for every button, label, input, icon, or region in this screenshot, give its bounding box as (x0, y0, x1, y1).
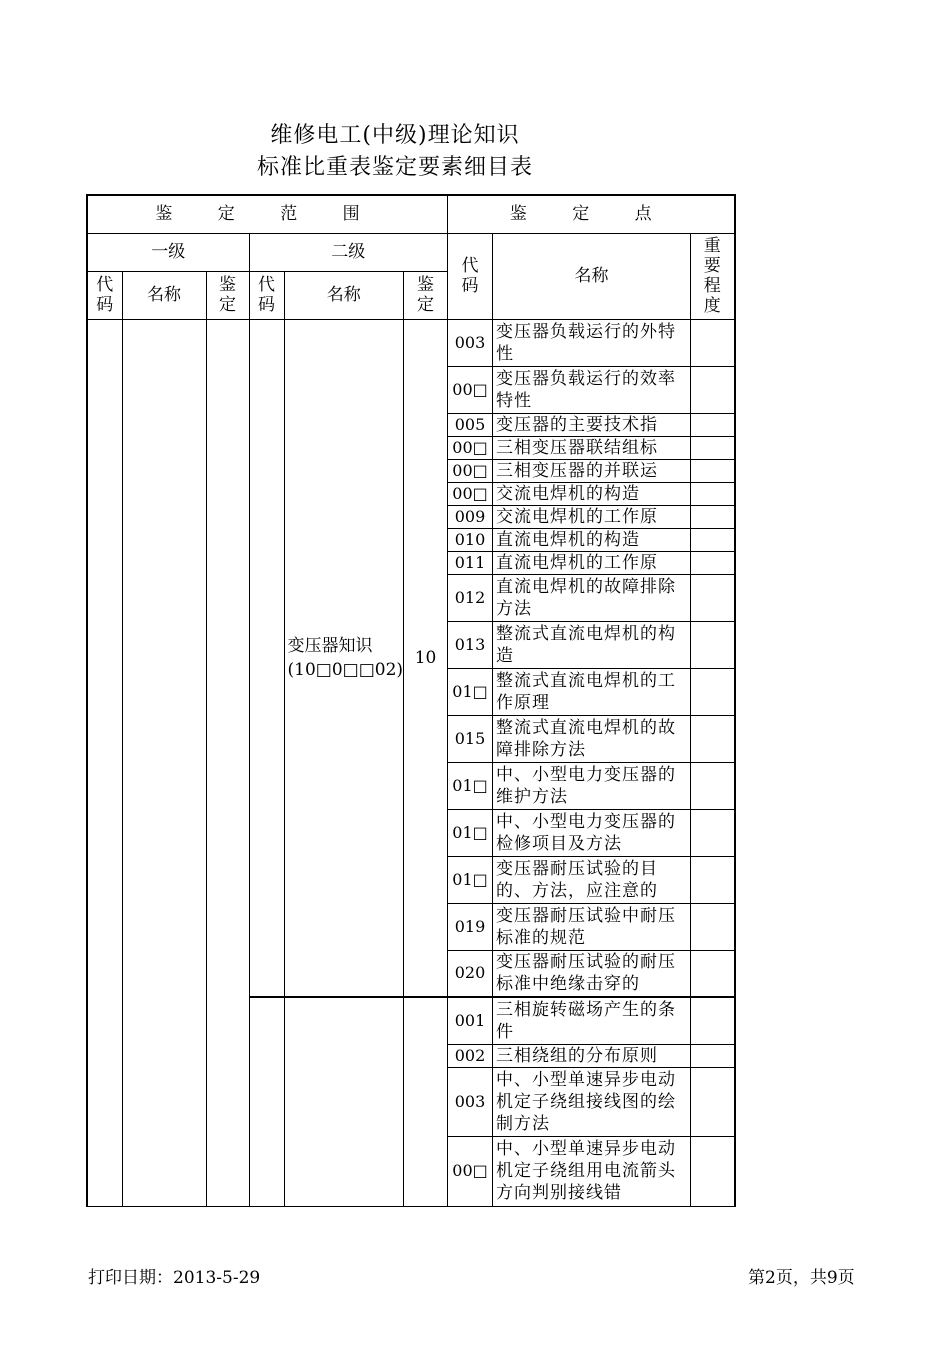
point-code: 013 (448, 621, 493, 668)
assessment-table (86, 194, 736, 1207)
point-name: 交流电焊机的工作原 (493, 505, 691, 528)
point-code: 01□ (448, 668, 493, 715)
point-importance (691, 715, 735, 762)
point-importance (691, 668, 735, 715)
point-name: 变压器耐压试验中耐压标准的规范 (493, 903, 691, 950)
point-importance (691, 1136, 735, 1206)
point-importance (691, 528, 735, 551)
header-point-code: 代码 (448, 233, 493, 319)
point-code: 01□ (448, 762, 493, 809)
point-name: 变压器耐压试验的目的、方法，应注意的 (493, 856, 691, 903)
point-name: 三相旋转磁场产生的条件 (493, 997, 691, 1044)
point-importance (691, 856, 735, 903)
point-name: 三相绕组的分布原则 (493, 1044, 691, 1067)
point-code: 00□ (448, 459, 493, 482)
point-name: 变压器耐压试验的耐压标准中绝缘击穿的 (493, 950, 691, 997)
point-code: 00□ (448, 1136, 493, 1206)
point-code: 00□ (448, 366, 493, 413)
point-name: 整流式直流电焊机的故障排除方法 (493, 715, 691, 762)
point-importance (691, 459, 735, 482)
header-level1: 一级 (87, 233, 249, 271)
page-number: 第2页，共9页 (748, 1268, 855, 1288)
point-importance (691, 551, 735, 574)
point-importance (691, 1067, 735, 1136)
point-code: 015 (448, 715, 493, 762)
header-importance: 重要程度 (691, 233, 735, 319)
header-points: 鉴 定 点 (448, 195, 735, 233)
print-date: 打印日期：2013-5-29 (88, 1268, 261, 1288)
point-name: 三相变压器联结组标 (493, 436, 691, 459)
point-name: 直流电焊机的工作原 (493, 551, 691, 574)
point-code: 00□ (448, 482, 493, 505)
header-level2: 二级 (249, 233, 448, 271)
point-importance (691, 1044, 735, 1067)
point-code: 01□ (448, 809, 493, 856)
point-name: 中、小型电力变压器的检修项目及方法 (493, 809, 691, 856)
header-l2-weight: 鉴定 (404, 271, 448, 319)
document-title-line1: 维修电工(中级)理论知识 (270, 123, 520, 148)
header-l1-name: 名称 (122, 271, 206, 319)
point-importance (691, 903, 735, 950)
document-title-line2: 标准比重表鉴定要素细目表 (256, 155, 533, 180)
point-name: 变压器的主要技术指 (493, 413, 691, 436)
point-name: 三相变压器的并联运 (493, 459, 691, 482)
point-importance (691, 574, 735, 621)
level2-code-cell (249, 319, 284, 997)
header-l1-code: 代码 (87, 271, 122, 319)
point-importance (691, 621, 735, 668)
level2-name-cell: 变压器知识(10□0□□02) (284, 319, 404, 997)
header-l1-weight: 鉴定 (206, 271, 249, 319)
point-name: 中、小型电力变压器的维护方法 (493, 762, 691, 809)
point-name: 中、小型单速异步电动机定子绕组接线图的绘制方法 (493, 1067, 691, 1136)
header-point-name: 名称 (493, 233, 691, 319)
point-name: 整流式直流电焊机的构造 (493, 621, 691, 668)
level1-code-cell (87, 319, 122, 1206)
point-code: 005 (448, 413, 493, 436)
point-name: 直流电焊机的故障排除方法 (493, 574, 691, 621)
point-importance (691, 762, 735, 809)
point-code: 019 (448, 903, 493, 950)
point-importance (691, 809, 735, 856)
point-name: 变压器负载运行的效率特性 (493, 366, 691, 413)
point-code: 003 (448, 319, 493, 366)
point-code: 009 (448, 505, 493, 528)
point-name: 变压器负载运行的外特性 (493, 319, 691, 366)
level2-weight-cell: 10 (404, 319, 448, 997)
point-code: 01□ (448, 856, 493, 903)
level2-name-cell-2 (284, 997, 404, 1206)
point-code: 002 (448, 1044, 493, 1067)
point-importance (691, 997, 735, 1044)
point-code: 010 (448, 528, 493, 551)
point-importance (691, 413, 735, 436)
header-range: 鉴 定 范 围 (87, 195, 448, 233)
point-code: 00□ (448, 436, 493, 459)
point-name: 交流电焊机的构造 (493, 482, 691, 505)
header-l2-name: 名称 (284, 271, 404, 319)
level2-code-cell-2 (249, 997, 284, 1206)
point-name: 直流电焊机的构造 (493, 528, 691, 551)
point-code: 001 (448, 997, 493, 1044)
point-importance (691, 505, 735, 528)
point-code: 011 (448, 551, 493, 574)
level1-weight-cell (206, 319, 249, 1206)
point-importance (691, 482, 735, 505)
header-l2-code: 代码 (249, 271, 284, 319)
point-importance (691, 366, 735, 413)
level1-name-cell (122, 319, 206, 1206)
point-importance (691, 319, 735, 366)
level2-weight-cell-2 (404, 997, 448, 1206)
point-importance (691, 436, 735, 459)
point-name: 整流式直流电焊机的工作原理 (493, 668, 691, 715)
point-code: 012 (448, 574, 493, 621)
point-name: 中、小型单速异步电动机定子绕组用电流箭头方向判别接线错 (493, 1136, 691, 1206)
point-importance (691, 950, 735, 997)
point-code: 003 (448, 1067, 493, 1136)
point-code: 020 (448, 950, 493, 997)
